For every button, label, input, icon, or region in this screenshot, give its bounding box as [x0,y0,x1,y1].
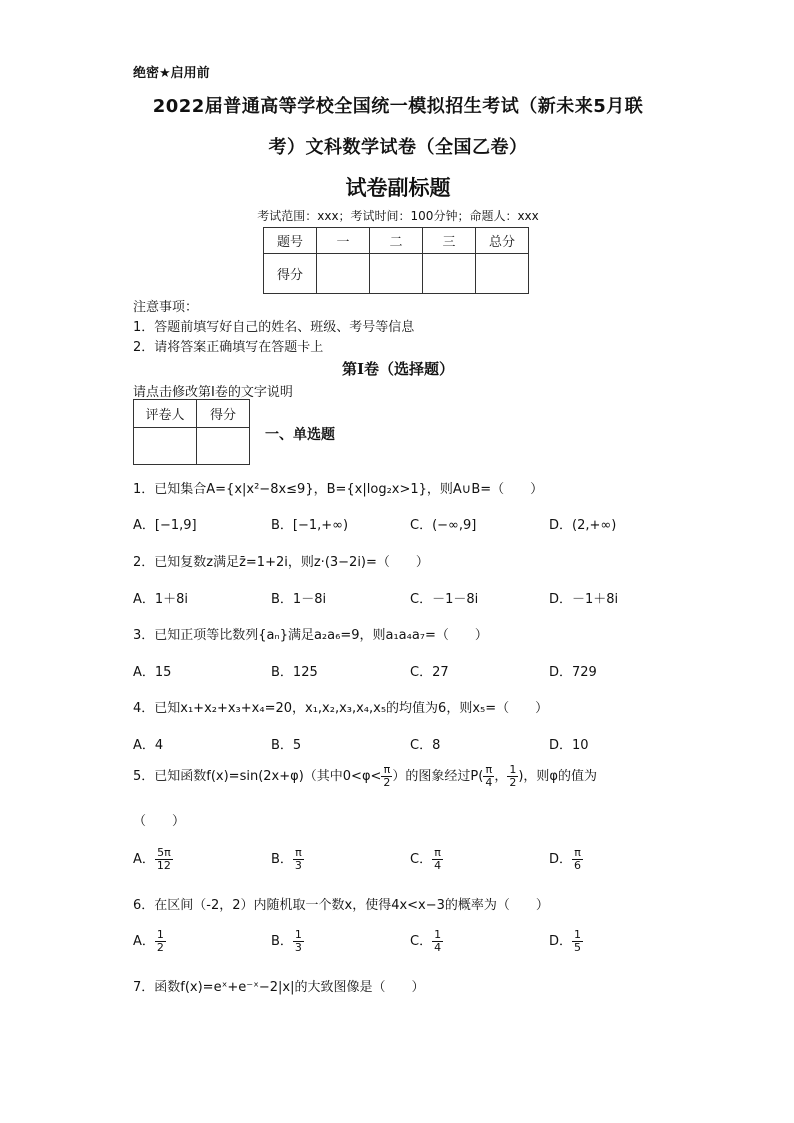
frac-num: 1 [574,928,582,941]
question-2: 2．已知复数z满足z̄=1+2i，则z·(3−2i)=（ ） [133,555,429,570]
notes [133,298,414,358]
score-header: 题号 [264,228,317,254]
fraction [155,847,173,872]
notes-title: 注意事项： [133,300,199,315]
option-label: A． [133,852,155,867]
option-label: D． [549,934,573,949]
option-label: B． [271,852,293,867]
score-header: 三 [423,228,476,254]
frac-den: 2 [509,776,517,789]
option-c: C．(−∞,9] [410,518,477,533]
exam-title-line2: 考）文科数学试卷（全国乙卷） [268,137,528,158]
notes-item: 2．请将答案正确填写在答题卡上 [133,340,324,355]
frac-num: π [483,764,494,777]
fraction [293,847,304,872]
part1-desc[interactable]: 请点击修改第I卷的文字说明 [133,385,293,400]
exam-subtitle: 试卷副标题 [345,176,451,200]
fraction [432,847,443,872]
frac-den: 2 [383,776,391,789]
frac-num: π [293,847,304,860]
frac-den: 5 [574,941,582,954]
part1-title: 第I卷（选择题） [341,360,455,378]
question-5 [133,764,597,789]
option-a [133,929,166,954]
score-cell[interactable] [317,254,370,294]
option-d: D．10 [549,738,589,753]
option-label: C． [410,852,433,867]
score-row-label: 得分 [264,254,317,294]
question-6: 6．在区间（-2，2）内随机取一个数x，使得4x<x−3的概率为（ ） [133,898,549,913]
option-a: A．4 [133,738,164,753]
option-b: B．[−1,+∞) [271,518,349,533]
grader-cell[interactable] [134,428,197,465]
frac-den: 3 [294,859,302,872]
option-c: C．27 [410,665,449,680]
score-table [263,227,529,294]
fraction [483,764,494,789]
fraction [155,929,166,954]
fraction [432,929,443,954]
option-d: D．－1＋8i [549,592,619,607]
frac-num: 1 [434,928,442,941]
section-title: 一、单选题 [265,427,335,443]
question-1: 1．已知集合A={x|x²−8x≤9}，B={x|log₂x>1}，则A∪B=（ ） [133,482,544,497]
option-c: C．8 [410,738,441,753]
fraction [572,847,583,872]
grader-header: 评卷人 [134,400,197,428]
frac-num: π [381,764,392,777]
option-b [271,929,304,954]
q5-stem-c: )，则φ的值为 [518,769,598,784]
question-4: 4．已知x₁+x₂+x₃+x₄=20，x₁,x₂,x₃,x₄,x₅的均值为6，则x₅=（ ） [133,701,549,716]
question-5-cont: （ ） [133,814,186,829]
option-d: D．729 [549,665,597,680]
frac-den: 12 [156,859,171,872]
option-label: A． [133,934,155,949]
q5-stem-b: ）的图象经过P( [392,769,484,784]
fraction [293,929,304,954]
option-label: D． [549,852,573,867]
option-label: C． [410,934,433,949]
option-b: B．1－8i [271,592,327,607]
frac-den: 3 [294,941,302,954]
score-header: 总分 [476,228,529,254]
option-a: A．15 [133,665,172,680]
grader-table [133,399,250,465]
option-c [410,847,443,872]
option-a [133,847,173,872]
frac-num: 1 [509,763,517,776]
confidential-mark: 绝密★启用前 [133,66,210,81]
question-3: 3．已知正项等比数列{aₙ}满足a₂a₆=9，则a₁a₄a₇=（ ） [133,628,488,643]
score-header: 二 [370,228,423,254]
option-d: D．(2,+∞) [549,518,617,533]
frac-den: 2 [156,941,164,954]
option-label: B． [271,934,293,949]
score-cell[interactable] [423,254,476,294]
grader-cell[interactable] [197,428,250,465]
option-a: A．1＋8i [133,592,189,607]
frac-den: 4 [434,859,442,872]
score-cell[interactable] [370,254,423,294]
exam-info: 考试范围：xxx；考试时间：100分钟；命题人：xxx [257,209,539,223]
option-c: C．－1－8i [410,592,479,607]
frac-num: 1 [156,928,164,941]
exam-title-line1: 2022届普通高等学校全国统一模拟招生考试（新未来5月联 [152,96,644,117]
frac-den: 6 [574,859,582,872]
option-c [410,929,443,954]
frac-num: π [572,847,583,860]
frac-den: 4 [434,941,442,954]
grader-header: 得分 [197,400,250,428]
frac-num: π [432,847,443,860]
q5-stem-a: 5．已知函数f(x)=sin(2x+φ)（其中0<φ< [133,769,382,784]
option-b: B．125 [271,665,318,680]
frac-num: 1 [294,928,302,941]
score-header: 一 [317,228,370,254]
frac-den: 4 [485,776,493,789]
option-b [271,847,304,872]
question-7: 7．函数f(x)=eˣ+e⁻ˣ−2|x|的大致图像是（ ） [133,980,425,995]
fraction [572,929,583,954]
frac-num: 5π [155,847,173,860]
option-d [549,847,583,872]
fraction [381,764,392,789]
notes-item: 1．答题前填写好自己的姓名、班级、考号等信息 [133,320,415,335]
score-cell[interactable] [476,254,529,294]
fraction [507,764,518,789]
option-d [549,929,583,954]
option-b: B．5 [271,738,302,753]
option-a: A．[−1,9] [133,518,197,533]
q5-comma: ， [494,769,508,784]
